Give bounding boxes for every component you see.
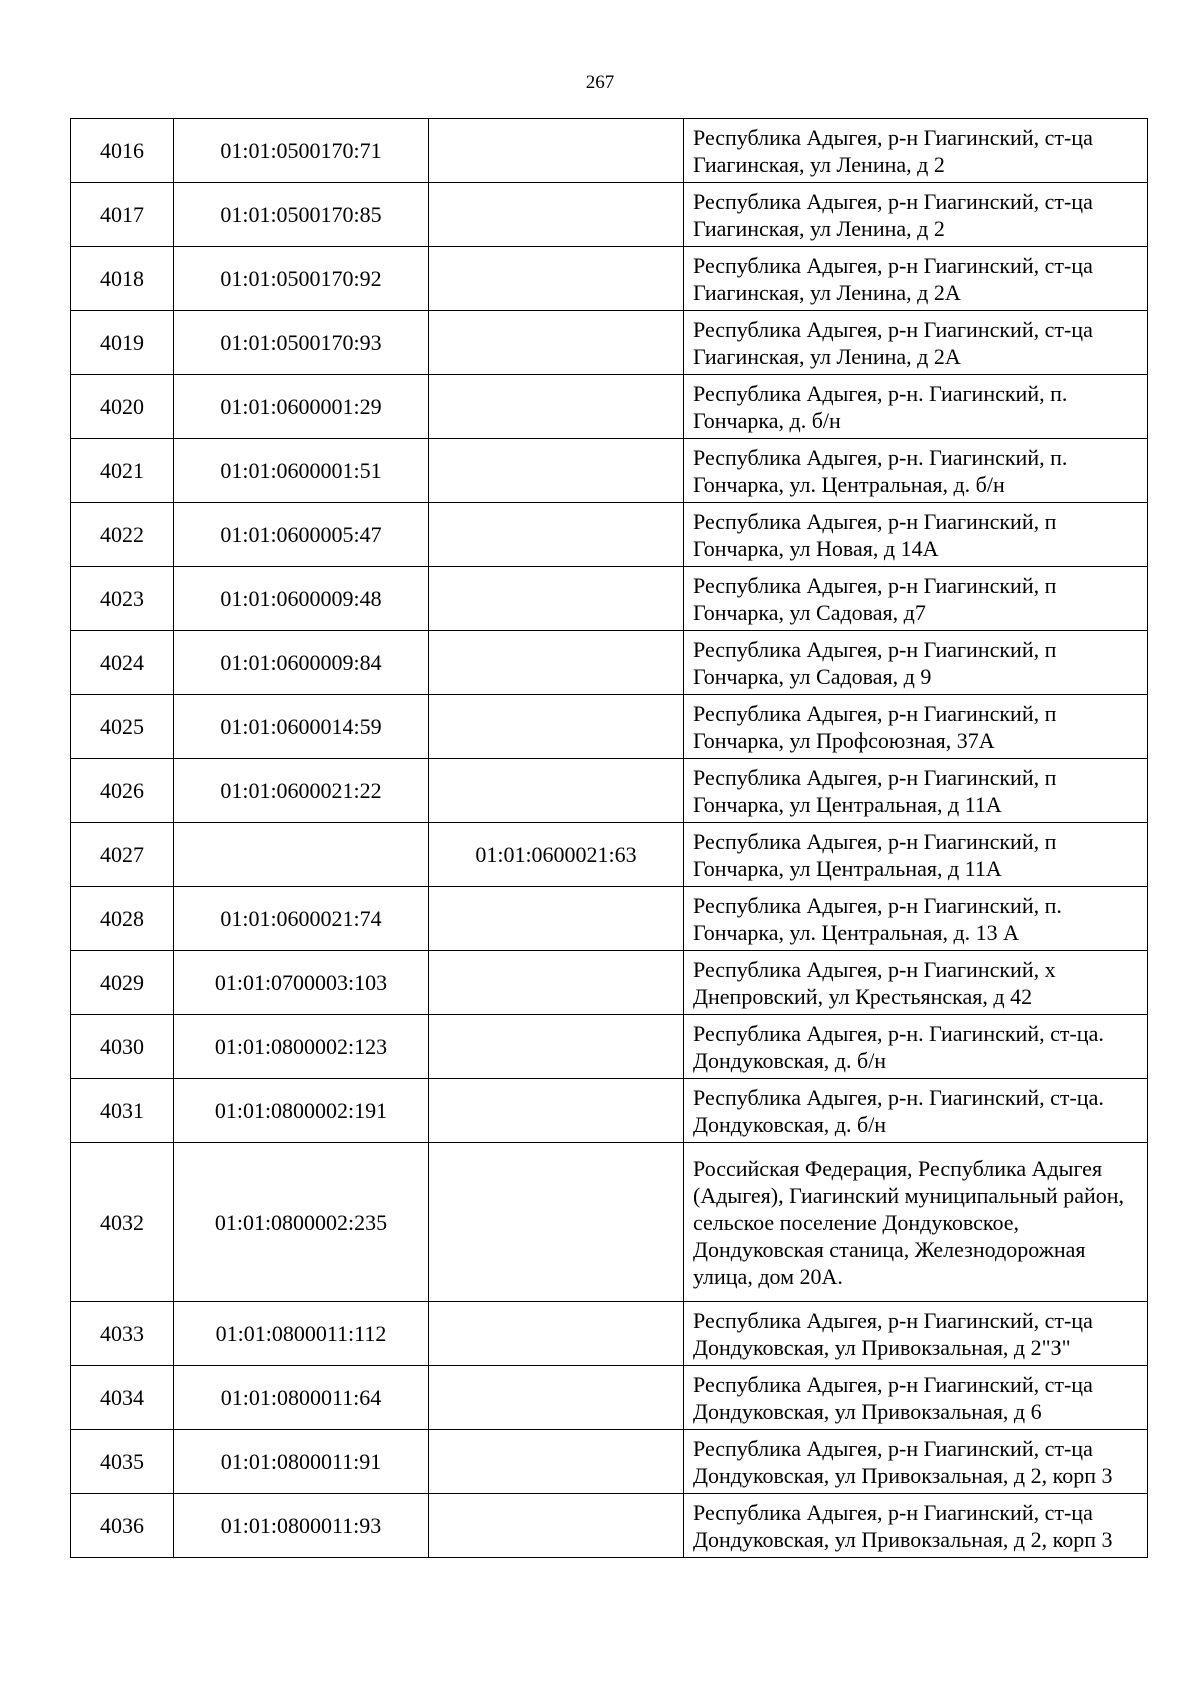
cadastral-number xyxy=(174,823,429,887)
row-number: 4028 xyxy=(71,887,174,951)
address: Республика Адыгея, р-н Гиагинский, п Гончарка, ул Садовая, д 9 xyxy=(684,631,1148,695)
row-number: 4025 xyxy=(71,695,174,759)
page-number: 267 xyxy=(585,72,615,93)
related-cadastral-number xyxy=(429,439,684,503)
table-row xyxy=(71,311,1148,375)
table-row xyxy=(71,1366,1148,1430)
address: Республика Адыгея, р-н Гиагинский, п Гончарка, ул Садовая, д7 xyxy=(684,567,1148,631)
related-cadastral-number xyxy=(429,1366,684,1430)
related-cadastral-number xyxy=(429,311,684,375)
related-cadastral-number xyxy=(429,119,684,183)
row-number: 4026 xyxy=(71,759,174,823)
table-row xyxy=(71,1079,1148,1143)
cadastral-number: 01:01:0800002:123 xyxy=(174,1015,429,1079)
related-cadastral-number xyxy=(429,567,684,631)
address: Республика Адыгея, р-н Гиагинский, ст-ца Гиагинская, ул Ленина, д 2А xyxy=(684,247,1148,311)
address: Республика Адыгея, р-н Гиагинский, ст-ца Дондуковская, ул Привокзальная, д 2"З" xyxy=(684,1302,1148,1366)
table-row xyxy=(71,823,1148,887)
cadastral-number: 01:01:0800011:93 xyxy=(174,1494,429,1558)
table-row xyxy=(71,631,1148,695)
address: Республика Адыгея, р-н Гиагинский, х Днепровский, ул Крестьянская, д 42 xyxy=(684,951,1148,1015)
cadastral-number: 01:01:0600009:48 xyxy=(174,567,429,631)
cadastral-number: 01:01:0600021:74 xyxy=(174,887,429,951)
address: Республика Адыгея, р-н Гиагинский, п Гончарка, ул Центральная, д 11А xyxy=(684,759,1148,823)
address: Республика Адыгея, р-н. Гиагинский, ст-ца. Дондуковская, д. б/н xyxy=(684,1079,1148,1143)
row-number: 4029 xyxy=(71,951,174,1015)
related-cadastral-number xyxy=(429,1079,684,1143)
address: Республика Адыгея, р-н Гиагинский, ст-ца Гиагинская, ул Ленина, д 2 xyxy=(684,119,1148,183)
table-row xyxy=(71,951,1148,1015)
address: Республика Адыгея, р-н. Гиагинский, п. Гончарка, д. б/н xyxy=(684,375,1148,439)
related-cadastral-number xyxy=(429,695,684,759)
row-number: 4024 xyxy=(71,631,174,695)
related-cadastral-number xyxy=(429,1494,684,1558)
related-cadastral-number xyxy=(429,887,684,951)
table-row xyxy=(71,759,1148,823)
cadastral-number: 01:01:0500170:71 xyxy=(174,119,429,183)
address: Республика Адыгея, р-н. Гиагинский, п. Гончарка, ул. Центральная, д. б/н xyxy=(684,439,1148,503)
table-row xyxy=(71,1302,1148,1366)
table-row xyxy=(71,439,1148,503)
cadastral-number: 01:01:0800011:64 xyxy=(174,1366,429,1430)
related-cadastral-number xyxy=(429,631,684,695)
table-row xyxy=(71,1143,1148,1302)
cadastral-number: 01:01:0800002:191 xyxy=(174,1079,429,1143)
cadastral-number: 01:01:0700003:103 xyxy=(174,951,429,1015)
related-cadastral-number: 01:01:0600021:63 xyxy=(429,823,684,887)
row-number: 4034 xyxy=(71,1366,174,1430)
row-number: 4021 xyxy=(71,439,174,503)
address: Российская Федерация, Республика Адыгея (Адыгея), Гиагинский муниципальный район, сельское поселение Дондуковское, Дондуковская станица, Железнодорожная улица, дом 20А. xyxy=(684,1143,1148,1302)
table-row xyxy=(71,887,1148,951)
table-row xyxy=(71,375,1148,439)
cadastral-number: 01:01:0500170:93 xyxy=(174,311,429,375)
table-row xyxy=(71,695,1148,759)
row-number: 4020 xyxy=(71,375,174,439)
row-number: 4035 xyxy=(71,1430,174,1494)
related-cadastral-number xyxy=(429,1430,684,1494)
address: Республика Адыгея, р-н Гиагинский, ст-ца Дондуковская, ул Привокзальная, д 6 xyxy=(684,1366,1148,1430)
cadastral-number: 01:01:0600001:51 xyxy=(174,439,429,503)
row-number: 4023 xyxy=(71,567,174,631)
related-cadastral-number xyxy=(429,951,684,1015)
row-number: 4033 xyxy=(71,1302,174,1366)
registry-table xyxy=(70,118,1148,1558)
cadastral-number: 01:01:0600009:84 xyxy=(174,631,429,695)
row-number: 4036 xyxy=(71,1494,174,1558)
row-number: 4032 xyxy=(71,1143,174,1302)
address: Республика Адыгея, р-н Гиагинский, п Гончарка, ул Центральная, д 11А xyxy=(684,823,1148,887)
cadastral-number: 01:01:0800011:91 xyxy=(174,1430,429,1494)
related-cadastral-number xyxy=(429,1143,684,1302)
address: Республика Адыгея, р-н Гиагинский, ст-ца Гиагинская, ул Ленина, д 2 xyxy=(684,183,1148,247)
table-row xyxy=(71,1015,1148,1079)
row-number: 4018 xyxy=(71,247,174,311)
row-number: 4017 xyxy=(71,183,174,247)
related-cadastral-number xyxy=(429,1302,684,1366)
row-number: 4031 xyxy=(71,1079,174,1143)
address: Республика Адыгея, р-н Гиагинский, п Гончарка, ул Новая, д 14А xyxy=(684,503,1148,567)
related-cadastral-number xyxy=(429,503,684,567)
related-cadastral-number xyxy=(429,759,684,823)
cadastral-number: 01:01:0600014:59 xyxy=(174,695,429,759)
table-row xyxy=(71,119,1148,183)
table-row xyxy=(71,183,1148,247)
cadastral-number: 01:01:0600005:47 xyxy=(174,503,429,567)
address: Республика Адыгея, р-н Гиагинский, ст-ца Дондуковская, ул Привокзальная, д 2, корп 3 xyxy=(684,1430,1148,1494)
table-row xyxy=(71,1430,1148,1494)
related-cadastral-number xyxy=(429,183,684,247)
row-number: 4022 xyxy=(71,503,174,567)
cadastral-number: 01:01:0800011:112 xyxy=(174,1302,429,1366)
row-number: 4030 xyxy=(71,1015,174,1079)
address: Республика Адыгея, р-н Гиагинский, ст-ца Дондуковская, ул Привокзальная, д 2, корп 3 xyxy=(684,1494,1148,1558)
related-cadastral-number xyxy=(429,375,684,439)
table-row xyxy=(71,1494,1148,1558)
table-row xyxy=(71,567,1148,631)
address: Республика Адыгея, р-н. Гиагинский, ст-ца. Дондуковская, д. б/н xyxy=(684,1015,1148,1079)
address: Республика Адыгея, р-н Гиагинский, п Гончарка, ул Профсоюзная, 37А xyxy=(684,695,1148,759)
cadastral-number: 01:01:0800002:235 xyxy=(174,1143,429,1302)
row-number: 4016 xyxy=(71,119,174,183)
related-cadastral-number xyxy=(429,247,684,311)
cadastral-number: 01:01:0500170:92 xyxy=(174,247,429,311)
related-cadastral-number xyxy=(429,1015,684,1079)
table-row xyxy=(71,503,1148,567)
address: Республика Адыгея, р-н Гиагинский, п. Гончарка, ул. Центральная, д. 13 А xyxy=(684,887,1148,951)
address: Республика Адыгея, р-н Гиагинский, ст-ца Гиагинская, ул Ленина, д 2А xyxy=(684,311,1148,375)
table-row xyxy=(71,247,1148,311)
cadastral-number: 01:01:0600001:29 xyxy=(174,375,429,439)
row-number: 4027 xyxy=(71,823,174,887)
cadastral-number: 01:01:0600021:22 xyxy=(174,759,429,823)
row-number: 4019 xyxy=(71,311,174,375)
cadastral-number: 01:01:0500170:85 xyxy=(174,183,429,247)
